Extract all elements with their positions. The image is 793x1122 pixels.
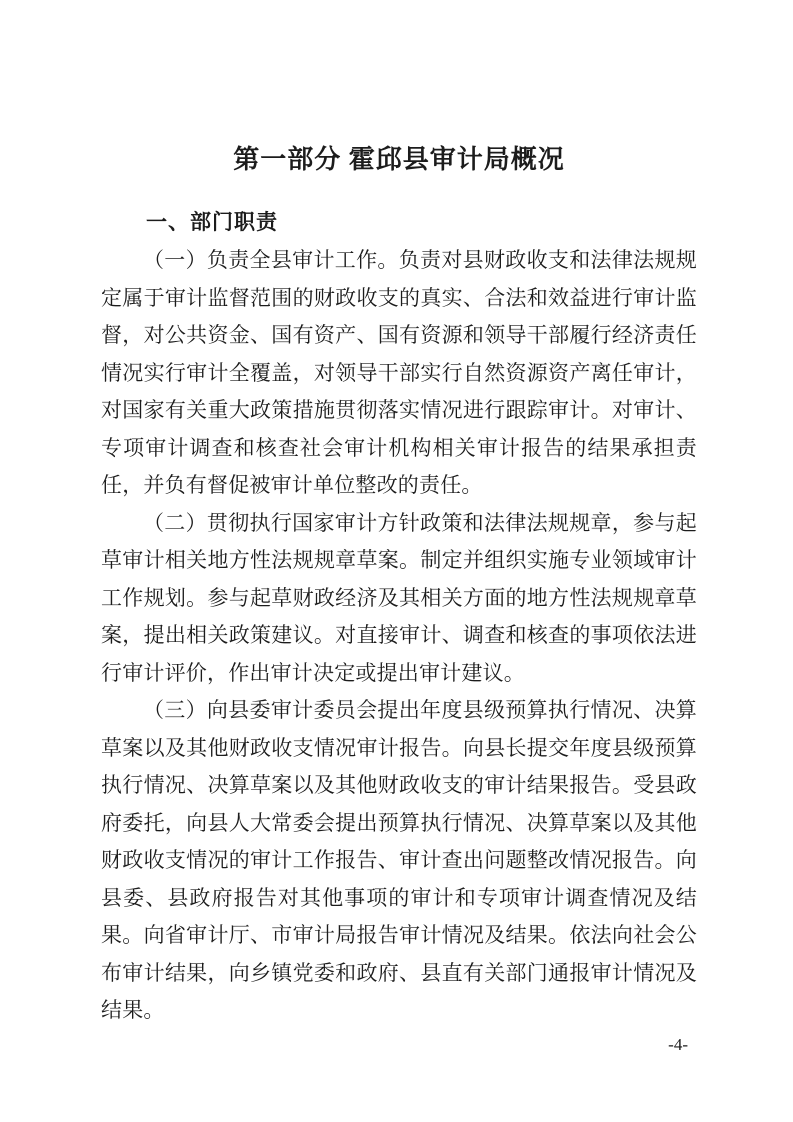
paragraph-2: （二）贯彻执行国家审计方针政策和法律法规规章，参与起草审计相关地方性法规规章草案。制定并组织实施专业领域审计工作规划。参与起草财政经济及其相关方面的地方性法规规章草案，提出相关政策建议。对直接审计、调查和核查的事项依法进行审计评价，作出审计决定或提出审计建议。 (101, 510, 697, 685)
body-text (101, 242, 697, 1030)
page-number: -4- (668, 1034, 688, 1054)
section-heading: 一、部门职责 (146, 211, 278, 234)
paragraph-3: （三）向县委审计委员会提出年度县级预算执行情况、决算草案以及其他财政收支情况审计报告。向县长提交年度县级预算执行情况、决算草案以及其他财政收支的审计结果报告。受县政府委托，向县人大常委会提出预算执行情况、决算草案以及其他财政收支情况的审计工作报告、审计查出问题整改情况报告。向县委、县政府报告对其他事项的审计和专项审计调查情况及结果。向省审计厅、市审计局报告审计情况及结果。依法向社会公布审计结果，向乡镇党委和政府、县直有关部门通报审计情况及结果。 (101, 698, 697, 1022)
page-title: 第一部分 霍邱县审计局概况 (233, 145, 565, 174)
paragraph-1: （一）负责全县审计工作。负责对县财政收支和法律法规规定属于审计监督范围的财政收支的真实、合法和效益进行审计监督，对公共资金、国有资产、国有资源和领导干部履行经济责任情况实行审计全覆盖，对领导干部实行自然资源资产离任审计，对国家有关重大政策措施贯彻落实情况进行跟踪审计。对审计、专项审计调查和核查社会审计机构相关审计报告的结果承担责任，并负有督促被审计单位整改的责任。 (101, 248, 697, 497)
